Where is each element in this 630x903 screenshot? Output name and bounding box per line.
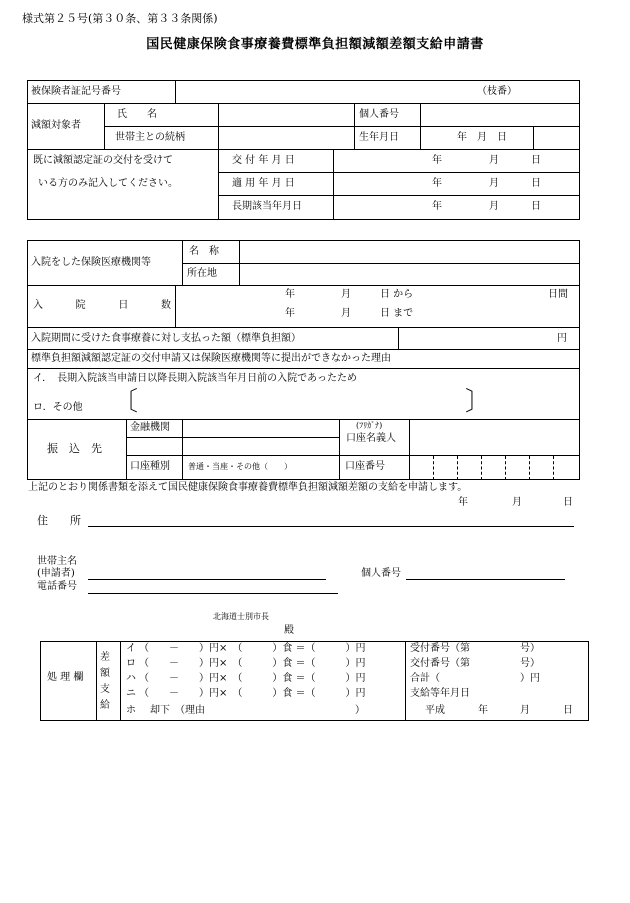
apply-date-label: 適 用 年 月 日 (232, 178, 295, 189)
honorific: 殿 (284, 625, 294, 636)
days-count-field[interactable]: 日間 (548, 289, 568, 300)
birth-date-field[interactable]: 年 月 日 (457, 132, 507, 143)
account-type-label: 口座種別 (130, 461, 170, 472)
account-holder-field[interactable] (410, 420, 579, 454)
relation-field[interactable] (219, 127, 353, 148)
reason-other-field[interactable] (135, 391, 475, 413)
paid-amount-label: 入院期間に受けた食事療養に対し支払った額（標準負担額） (31, 333, 301, 344)
receipt-number-field[interactable]: 受付番号（第 号） (410, 643, 540, 654)
address-field[interactable] (88, 526, 574, 527)
paid-amount-field[interactable]: 円 (557, 333, 567, 344)
account-number-label: 口座番号 (345, 461, 385, 472)
address-label: 住 所 (37, 514, 81, 527)
applicant-label: (申請者) (37, 568, 75, 579)
hospital-address-field[interactable] (240, 264, 579, 284)
processing-label: 処 理 欄 (47, 672, 84, 683)
name-label: 氏 名 (117, 109, 157, 120)
insurance-card-label: 被保険者証記号番号 (31, 86, 121, 97)
reason-option-ro[interactable]: ロ．その他 (33, 402, 83, 413)
account-holder-label: 口座名義人 (346, 433, 396, 444)
birth-date-label: 生年月日 (359, 132, 399, 143)
relation-label: 世帯主との続柄 (115, 132, 185, 143)
branch-number-label: （枝番） (477, 86, 517, 97)
difference-payment-label: 差 額 支 給 (100, 652, 110, 711)
form-title: 国民健康保険食事療養費標準負担額減額差額支給申請書 (146, 37, 484, 52)
reason-label: 標準負担額減額認定証の交付申請又は保険医療機関等に提出ができなかった理由 (31, 353, 391, 364)
bracket-close-icon: 〕 (465, 387, 492, 417)
target-person-label: 減額対象者 (31, 120, 81, 131)
name-field[interactable] (219, 104, 353, 125)
transfer-label: 振 込 先 (47, 442, 102, 455)
form-number: 様式第２５号(第３０条、第３３条関係) (22, 12, 218, 25)
note-line-1: 既に減額認定証の交付を受けて (33, 155, 173, 166)
hospital-name-label: 名 称 (189, 246, 219, 257)
account-number-field[interactable] (410, 456, 579, 479)
householder-label: 世帯主名 (37, 556, 77, 567)
declaration-statement: 上記のとおり関係書類を添えて国民健康保険食事療養費標準負担額減額差額の支給を申請します。 (28, 482, 468, 493)
hospital-address-label: 所在地 (187, 268, 217, 279)
note-line-2: いる方のみ記入してください。 (38, 178, 178, 189)
reason-option-i[interactable]: イ． 長期入院該当申請日以降長期入院該当年月日前の入院であったため (33, 373, 357, 384)
phone-label: 電話番号 (37, 581, 77, 592)
hospital-days-label: 入 院 日 数 (33, 300, 171, 311)
hospital-label: 入院をした保険医療機関等 (31, 257, 151, 268)
addressee: 北海道士別市長 (213, 612, 269, 621)
bank-field[interactable] (183, 420, 338, 454)
hospital-name-field[interactable] (240, 241, 579, 262)
householder-name-field[interactable] (88, 579, 326, 580)
personal-number-label: 個人番号 (359, 109, 399, 120)
phone-field[interactable] (88, 593, 338, 594)
long-term-date-label: 長期該当年月日 (232, 201, 302, 212)
payment-date-label: 支給等年月日 (410, 688, 470, 699)
account-type-options[interactable]: 普通・当座・その他（ ） (188, 462, 292, 471)
insurance-card-number-field[interactable] (176, 81, 578, 102)
furigana-label: (ﾌﾘｶﾞﾅ) (356, 421, 383, 430)
applicant-personal-number-label: 個人番号 (361, 568, 401, 579)
total-field[interactable]: 合計（ ）円 (410, 673, 540, 684)
issue-number-field[interactable]: 交付番号（第 号） (410, 658, 540, 669)
issue-date-label: 交 付 年 月 日 (232, 155, 295, 166)
bank-label: 金融機関 (130, 422, 170, 433)
applicant-personal-number-field[interactable] (406, 579, 565, 580)
personal-number-field[interactable] (421, 104, 579, 125)
bracket-open-icon: 〔 (112, 387, 139, 417)
